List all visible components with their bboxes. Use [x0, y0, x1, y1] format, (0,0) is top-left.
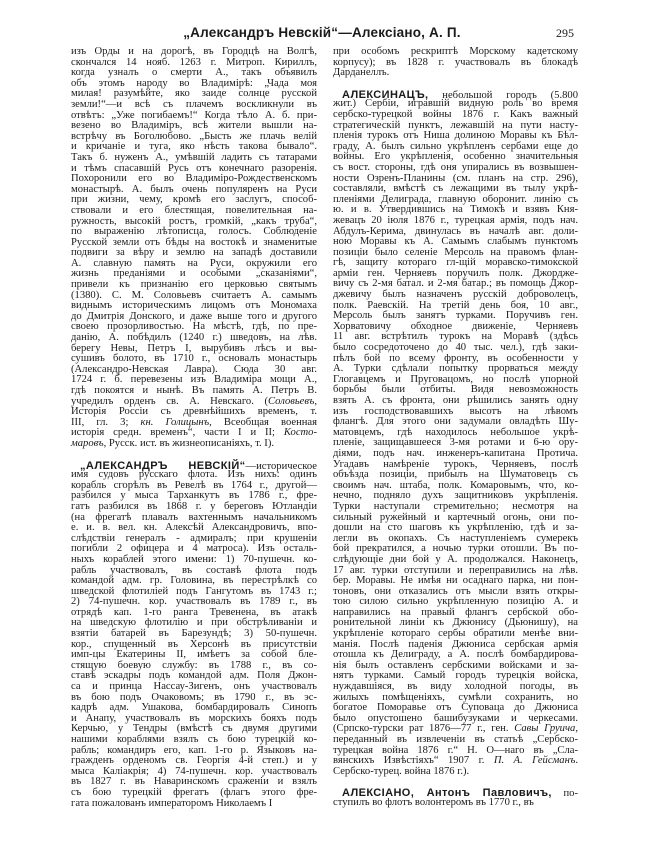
text-line: нія былъ оставленъ сербскими войсками и за-	[333, 659, 578, 671]
cited-author: Савы Груича	[514, 723, 576, 735]
text-line: мыса Каліакрія; 4) 74-пушечн. кор. участвовалъ	[71, 765, 317, 777]
text-line: (1380). С. М. Соловьевъ считаетъ А. самымъ	[71, 289, 317, 301]
text-line: берегу Невы, Петръ I, вырубивъ лѣсъ и вы-	[71, 342, 317, 354]
text-line	[71, 439, 317, 450]
text-run: —историческое	[245, 460, 317, 472]
running-title: „Александръ Невскій“—Алексіано, А. П.	[183, 25, 461, 40]
text-line: при особомъ рескриптѣ Морскому кадетскому	[333, 46, 578, 57]
text-line: діями, подъ нач. инженеръ-капитана Протича.	[333, 447, 578, 459]
text-line: было опустошено башибузуками и черкесами.	[333, 712, 578, 724]
text-line: жит.) Сербіи, игравшій видную роль во время	[333, 98, 578, 110]
text-line: нуждавшіяся, въ виду холодной погоды, въ	[333, 681, 578, 693]
entry-headword: АЛЕКСІАНО, Антонъ Павловичъ,	[342, 787, 552, 800]
text-line: А. славную память на Руси, окружили его	[71, 257, 317, 269]
text-line: матовцемъ, гдѣ находилось небольшое укрѣ-	[333, 426, 578, 438]
text-line: пленіе, защищавшееся 3-мя ротами и 6-ю ору-	[333, 437, 578, 449]
text-line: Угадавъ намѣреніе турокъ, Черняевъ, послѣ	[333, 458, 578, 470]
text-line: жилыхъ помѣщеніяхъ, сумѣли сохранить, но	[333, 691, 578, 703]
text-line: своимъ нач. штаба, полк. Комаровымъ, что, ко-	[333, 479, 578, 491]
text-line: рабль; командиръ его, кап. 1-го р. Языковъ на-	[71, 744, 317, 756]
text-line: отвѣтъ: „Уже погибаемъ!“ Когда тѣло А. б. при-	[71, 109, 317, 121]
cited-author: маровъ	[71, 437, 104, 449]
text-run: , Всеобщая военная	[209, 416, 317, 428]
text-line: тою силою сильно укрѣпленную позицію А. и	[333, 596, 578, 608]
text-line: Сербско-турец. война 1876 г.).	[333, 765, 470, 777]
text-line: борьбы были отбиты. Видя невозможность	[333, 384, 578, 396]
text-line: ставѣ эскадры подъ командой адм. Поля Джон-	[71, 670, 317, 682]
text-line: земли!“—и всѣ съ плачемъ воскликнули въ	[71, 98, 317, 110]
text-line: въ 1827 г. въ Наваринскомъ сраженіи и взялъ	[71, 776, 317, 788]
text-line: турецкая война 1876 г.“ Н. О—наго въ „Сла-	[333, 744, 578, 756]
text-line: 1724 г. б. перевезены изъ Владиміра мощи А.,	[71, 374, 317, 386]
text-line: объѣзда позиціи, прибылъ на Шуматовецъ съ	[333, 469, 578, 481]
text-line: съ бою турецкій фрегатъ (флагъ этого фре-	[71, 786, 317, 798]
text-run: , Русск. ист. въ жизнеописаніяхъ, т. I).	[103, 437, 275, 449]
text-line: и кричаніе и туга, яко нѣсть такова бывало“.	[71, 141, 317, 153]
text-line: переданный въ извлеченіи въ статьѣ „Сербско-	[333, 734, 578, 745]
text-line: гата пожалованъ императоромъ Николаемъ I	[71, 797, 273, 809]
text-run: вянскихъ Извѣстіяхъ“ 1907 г.	[333, 755, 494, 767]
text-line: подвиги за вѣру и землю на западѣ доставили	[71, 247, 317, 259]
text-line: по выраженію лѣтописца, голосъ. Соблюденіе	[71, 226, 317, 238]
text-line: ружность, высокій ростъ, громкій, „какъ труба“,	[71, 215, 317, 227]
text-run: (Српско-турски рат 1876—77 г., ген.	[333, 723, 515, 735]
text-line: разбился у мыса Тарханкутъ въ 1786 г., фре-	[71, 490, 317, 502]
text-line: дошли на сто шаговъ къ укрѣпленію, гдѣ и за-	[333, 522, 578, 534]
text-line: легли въ окопахъ. Съ наступленіемъ сумерекъ	[333, 532, 578, 544]
text-line: богатое Поморавье отъ Суповаца до Джюниса	[333, 702, 578, 714]
text-line: арміи ген. Черняевъ поручилъ полк. Джордже-	[333, 267, 578, 279]
text-line: было сосредоточено до 40 тыс. чел.), гдѣ заки-	[333, 342, 578, 354]
text-line: граду, А. былъ сильно укрѣпленъ сербами еще до	[333, 140, 578, 152]
text-line: съ вост. стороны, гдѣ оня упирались въ возвышен-	[333, 161, 578, 173]
text-line: ности Озренъ-Планины (см. планъ на стр. 296),	[333, 172, 578, 184]
text-line: позиціи было селеніе Мерсоль на правомъ флан-	[333, 246, 578, 258]
article-entry	[333, 89, 578, 778]
text-line: кор., спущенный въ Херсонѣ въ присутствіи	[71, 638, 317, 650]
text-line: Хорватовичу обходное движеніе, Черняевъ	[333, 320, 578, 332]
text-line: Мерсоль былъ занятъ турками. Поручивъ ген.	[333, 310, 578, 322]
text-line: данію, А. побѣдилъ (1240 г.) шведовъ, на лѣв.	[71, 332, 317, 344]
text-line: и Анапу, участвовалъ въ морскихъ бояхъ подъ	[71, 712, 317, 724]
text-line: Абдулъ-Керима, двинулась въ началѣ авг. доли-	[333, 225, 578, 237]
text-line: погибли 2 офицера и 4 матроса). Изъ осталь-	[71, 543, 317, 555]
text-line: Похоронили его во Владиміро-Рождественскомъ	[71, 173, 317, 185]
text-line: ствовали и его блестящая, повелительная на-	[71, 204, 317, 216]
text-line: нечно, подняло духъ защитниковъ укрѣпленія.	[333, 490, 578, 502]
text-line: корпусу); въ 1828 г. участвовалъ въ блокадѣ	[333, 56, 578, 68]
cited-author: П. А. Гейсманъ	[493, 755, 576, 767]
text-line: войны. Его укрѣпленія, особенно значительныя	[333, 151, 578, 163]
text-line: когда узналъ о смерти А., такъ объявилъ	[71, 67, 317, 79]
text-line: составляли, вмѣстѣ съ лежащими въ тылу укрѣ-	[333, 183, 578, 195]
page-number: 295	[556, 26, 574, 40]
text-line: жизнь преданіями и особыми „сказаніями“,	[71, 268, 317, 280]
text-line: е. и. в. вел. кн. Алексѣй Александровичъ, впо-	[71, 522, 317, 534]
text-line: полк. Раевскій. На третій день боя, 10 авг.,	[333, 299, 578, 311]
text-line: слѣдствіи генералъ - адмиралъ; при крушеніи	[71, 532, 317, 544]
text-line: направились на правый флангъ сербской обо-	[333, 606, 578, 618]
article-continuation	[333, 47, 578, 79]
text-line: манія. Послѣ паденія Джюниса сербская армія	[333, 638, 578, 650]
text-line: А. Турки сдѣлали попытку прорваться между	[333, 363, 578, 375]
text-line: Турки наступали стремительно; несмотря на	[333, 500, 578, 512]
text-line: (Александро-Невская Лавра). Сюда 30 авг.	[71, 363, 317, 375]
text-line: корабль сгорѣлъ въ Ревелѣ въ 1764 г., другой—	[71, 479, 317, 491]
text-line: гѣ, защиту котораго гл-щій моравско-тимокской	[333, 257, 578, 269]
text-line: на шведскую флотилію и при обстрѣливаніи и	[71, 617, 317, 629]
text-line: 2) 74-пушечн. кор. участвовалъ въ 1789 г., въ	[71, 596, 317, 608]
text-line: жевацъ 20 іюля 1876 г., турецкая армія, подъ нач.	[333, 214, 578, 226]
text-line: ю. и в. Утвердившись на Тимокѣ и взявъ Кня-	[333, 204, 578, 216]
text-line: Русской земли отъ бѣды на востокѣ и знаменитые	[71, 236, 317, 248]
text-line: флангѣ. Для этого они задумали овладѣть Шу-	[333, 416, 578, 428]
text-line: гатъ разбился въ 1868 г. у береговъ Ютландіи	[71, 500, 317, 512]
entry-headword: АЛЕКСИНАЦЪ,	[342, 88, 429, 101]
text-line: сербско-турецкой войны 1876 г. Какъ важный	[333, 108, 578, 120]
text-line: объ этомъ народу во Владимірѣ: „Чада моя	[71, 77, 317, 89]
text-line: стратегическій пунктъ, лежавшій на пути насту-	[333, 119, 578, 131]
text-line: имя судовъ русскаго флота. Изъ нихъ: одинъ	[71, 469, 317, 481]
text-line: сильный ружейный и картечный огонь, они по-	[333, 511, 578, 523]
text-line: 11 авг. встрѣтилъ турокъ на Моравѣ (здѣсь	[333, 331, 578, 343]
text-line: укрѣпленіе котораго сербы обратили менѣе вни-	[333, 628, 578, 640]
text-line: вичу съ 2-мя батал. и 2-мя батар.; въ помощь Джор-	[333, 278, 578, 290]
text-line: при жизни, чему, кромѣ его заслугъ, способ-	[71, 194, 317, 206]
text-line: везено во Владиміръ, всѣ жители вышли на-	[71, 120, 317, 132]
text-line: пленія турокъ отъ Ниша долиною Моравы къ Бѣл-	[333, 130, 578, 142]
text-line: командой адм. гр. Головина, въ перестрѣлкѣ со	[71, 575, 317, 587]
text-line: Керчью, у Тендры (вмѣстѣ съ двумя другими	[71, 723, 317, 735]
text-line: отрядѣ кап. 1-го ранга Тревенена, въ атакѣ	[71, 606, 317, 618]
text-line: до Дмитрія Донского, и даже выше того и другого	[71, 310, 317, 322]
text-line: взятіи батарей въ Барезундѣ; 3) 50-пушечн.	[71, 628, 317, 640]
text-line: и тѣмъ спасавшій Русь отъ конечнаго разоренія.	[71, 162, 317, 174]
text-line: привели къ признанію его церковью святымъ	[71, 279, 317, 291]
text-line: джевичу былъ назначенъ русскій доброволецъ,	[333, 289, 578, 301]
text-line: взять А. съ фронта, они рѣшились занять одну	[333, 395, 578, 406]
text-line: нашими кораблями взялъ съ бою турецкій ко-	[71, 734, 317, 745]
cited-author: Косто-	[283, 427, 317, 439]
text-run: по-	[551, 788, 578, 800]
text-line: ною Моравы къ А. Самымъ слабымъ пунктомъ	[333, 236, 578, 248]
text-line: бер. Моравы. Не имѣя ни осаднаго парка, ни пон-	[333, 575, 578, 587]
text-run: ,	[575, 723, 578, 735]
text-line: (на фрегатѣ плавалъ вахтеннымъ начальникомъ	[71, 511, 317, 523]
text-line: са и принца Нассау-Зигенъ, онъ участвовалъ	[71, 681, 317, 693]
cited-author: кн. Голицынъ	[140, 416, 210, 428]
text-run: .	[575, 755, 578, 767]
text-line: 17 авг. турки отступили и переправились на лѣв.	[333, 564, 578, 576]
entry-headword: „АЛЕКСАНДРЪ НЕВСКІЙ“	[80, 459, 246, 472]
text-line: Дарданеллъ.	[333, 67, 390, 79]
text-line: милая! разумѣйте, яко заиде солнце русской	[71, 88, 317, 100]
text-line: гражденъ орденомъ св. Георгія 4-й степ.) и у	[71, 755, 317, 767]
text-run: исторія средн. временъ“, части I и II;	[71, 427, 284, 439]
text-line: тоновъ, они отказались отъ мысли взять откры-	[333, 585, 578, 597]
text-line: бой прекратился, а ночью турки отошли. Въ по-	[333, 543, 578, 555]
text-line: Исторія Россіи съ древнѣйшихъ временъ, т.	[71, 406, 317, 418]
text-line: ныхъ кораблей этого имени: 1) 70-пушечн. ко-	[71, 553, 317, 565]
text-line: Глогавцемъ и Пруговацомъ, но послѣ упорной	[333, 373, 578, 385]
cited-author: Соловьевъ	[268, 395, 315, 407]
article-entry	[71, 460, 317, 810]
text-run: III, гл. 3;	[71, 416, 141, 428]
right-column	[333, 47, 578, 809]
text-line: сушивъ болото, въ 1710 г., основалъ монастырь	[71, 353, 317, 365]
text-line: пѣлъ бой по всему фронту, въ особенности у	[333, 352, 578, 364]
text-line: отошла къ Делиграду, а А. послѣ бомбардирова-	[333, 649, 578, 661]
text-line: въ бою подъ Очаковомъ; въ 1790 г., въ эс-	[71, 691, 317, 703]
text-line: виднымъ историческимъ лицомъ отъ Мономаха	[71, 300, 317, 312]
text-line: монастырѣ. А. былъ очень популяренъ на Руси	[71, 183, 317, 195]
text-run: ,	[314, 395, 317, 407]
text-line: нятъ турками. Самый городъ турецкія войска,	[333, 670, 578, 682]
text-line: изъ господствовавшихъ высотъ на лѣвомъ	[333, 405, 578, 417]
text-line: ронительной линіи къ Джюнису (Дьюнишу), на	[333, 617, 578, 629]
text-line: встрѣчу въ Боголюбово. „Бысть же плачь велій	[71, 130, 317, 142]
text-run: небольшой городъ (5.800	[428, 89, 578, 101]
text-line: гдѣ покоятся и нынѣ. Въ память А. Петръ В.	[71, 385, 317, 396]
text-line: кадрѣ адм. Ушакова, бомбардировалъ Синопъ	[71, 702, 317, 714]
text-line: слѣдующіе дни бой у А. продолжался. Наконецъ,	[333, 553, 578, 565]
text-line: ступилъ во флотъ волонтеромъ въ 1770 г., въ	[333, 796, 534, 808]
text-line: имп-цы Екатерины II, имѣетъ за собой бле-	[71, 649, 317, 661]
text-line: стящую боевую службу: въ 1788 г., въ со-	[71, 659, 317, 671]
text-line: скончался 14 нояб. 1263 г. Митроп. Кириллъ,	[71, 56, 317, 68]
left-column	[71, 47, 317, 809]
article-continuation	[71, 47, 317, 450]
article-entry	[333, 787, 578, 808]
text-run: учредилъ орденъ св. А. Невскаго. (	[71, 395, 269, 407]
text-line: своею прозорливостью. На мѣстѣ, гдѣ, по пре-	[71, 321, 317, 333]
text-line: шведской флотиліей подъ Гангутомъ въ 1743 г.;	[71, 585, 317, 597]
text-line: Такъ б. нуженъ А., умѣвшій ладить съ татарами	[71, 151, 317, 163]
text-line: изъ Орды и на дорогѣ, въ Городцѣ на Волгѣ,	[71, 46, 317, 57]
text-line: пленіями Делиграда, главную оборонит. линію съ	[333, 193, 578, 205]
text-line: рабль участвовалъ, въ составѣ флота подъ	[71, 564, 317, 576]
